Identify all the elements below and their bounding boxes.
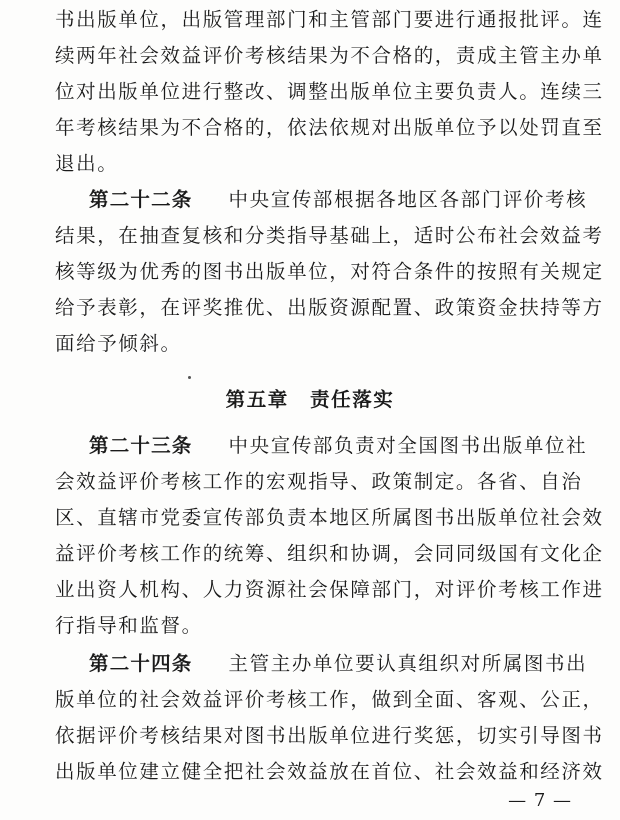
text-line: 年考核结果为不合格的，依法依规对出版单位予以处罚直至 <box>55 116 604 139</box>
chapter-heading: 第五章 责任落实 <box>225 388 395 411</box>
text-line: 出版单位建立健全把社会效益放在首位、社会效益和经济效 <box>55 760 604 783</box>
text-line: 核等级为优秀的图书出版单位，对符合条件的按照有关规定 <box>55 260 604 283</box>
text-line: 结果，在抽查复核和分类指导基础上，适时公布社会效益考 <box>55 224 604 247</box>
article-24-label: 第二十四条 <box>89 652 193 675</box>
text-line: 续两年社会效益评价考核结果为不合格的，责成主管主办单 <box>55 44 604 67</box>
article-23-label: 第二十三条 <box>89 434 193 457</box>
text-line: 行指导和监督。 <box>55 614 203 637</box>
text-line: 退出。 <box>55 152 119 175</box>
speck-mark <box>188 376 191 379</box>
article-23-text: 中央宣传部负责对全国图书出版单位社 <box>228 434 588 457</box>
text-line: 业出资人机构、人力资源社会保障部门，对评价考核工作进 <box>55 578 604 601</box>
text-line: 会效益评价考核工作的宏观指导、政策制定。各省、自治 <box>55 470 583 493</box>
article-22-label: 第二十二条 <box>89 188 193 211</box>
article-23-first-line <box>89 434 589 458</box>
page-number: — 7 — <box>508 790 572 811</box>
text-line: 版单位的社会效益评价考核工作，做到全面、客观、公正， <box>55 688 604 711</box>
text-line: 书出版单位，出版管理部门和主管部门要进行通报批评。连 <box>55 8 604 31</box>
text-line: 益评价考核工作的统筹、组织和协调，会同同级国有文化企 <box>55 542 604 565</box>
text-line: 给予表彰，在评奖推优、出版资源配置、政策资金扶持等方 <box>55 296 604 319</box>
text-line: 区、直辖市党委宣传部负责本地区所属图书出版单位社会效 <box>55 506 604 529</box>
article-22-first-line <box>89 188 589 212</box>
article-24-text: 主管主办单位要认真组织对所属图书出 <box>228 652 588 675</box>
text-line: 面给予倾斜。 <box>55 332 182 355</box>
article-22-text: 中央宣传部根据各地区各部门评价考核 <box>228 188 588 211</box>
article-24-first-line <box>89 652 589 676</box>
text-line: 位对出版单位进行整改、调整出版单位主要负责人。连续三 <box>55 80 604 103</box>
text-line: 依据评价考核结果对图书出版单位进行奖惩，切实引导图书 <box>55 724 604 747</box>
